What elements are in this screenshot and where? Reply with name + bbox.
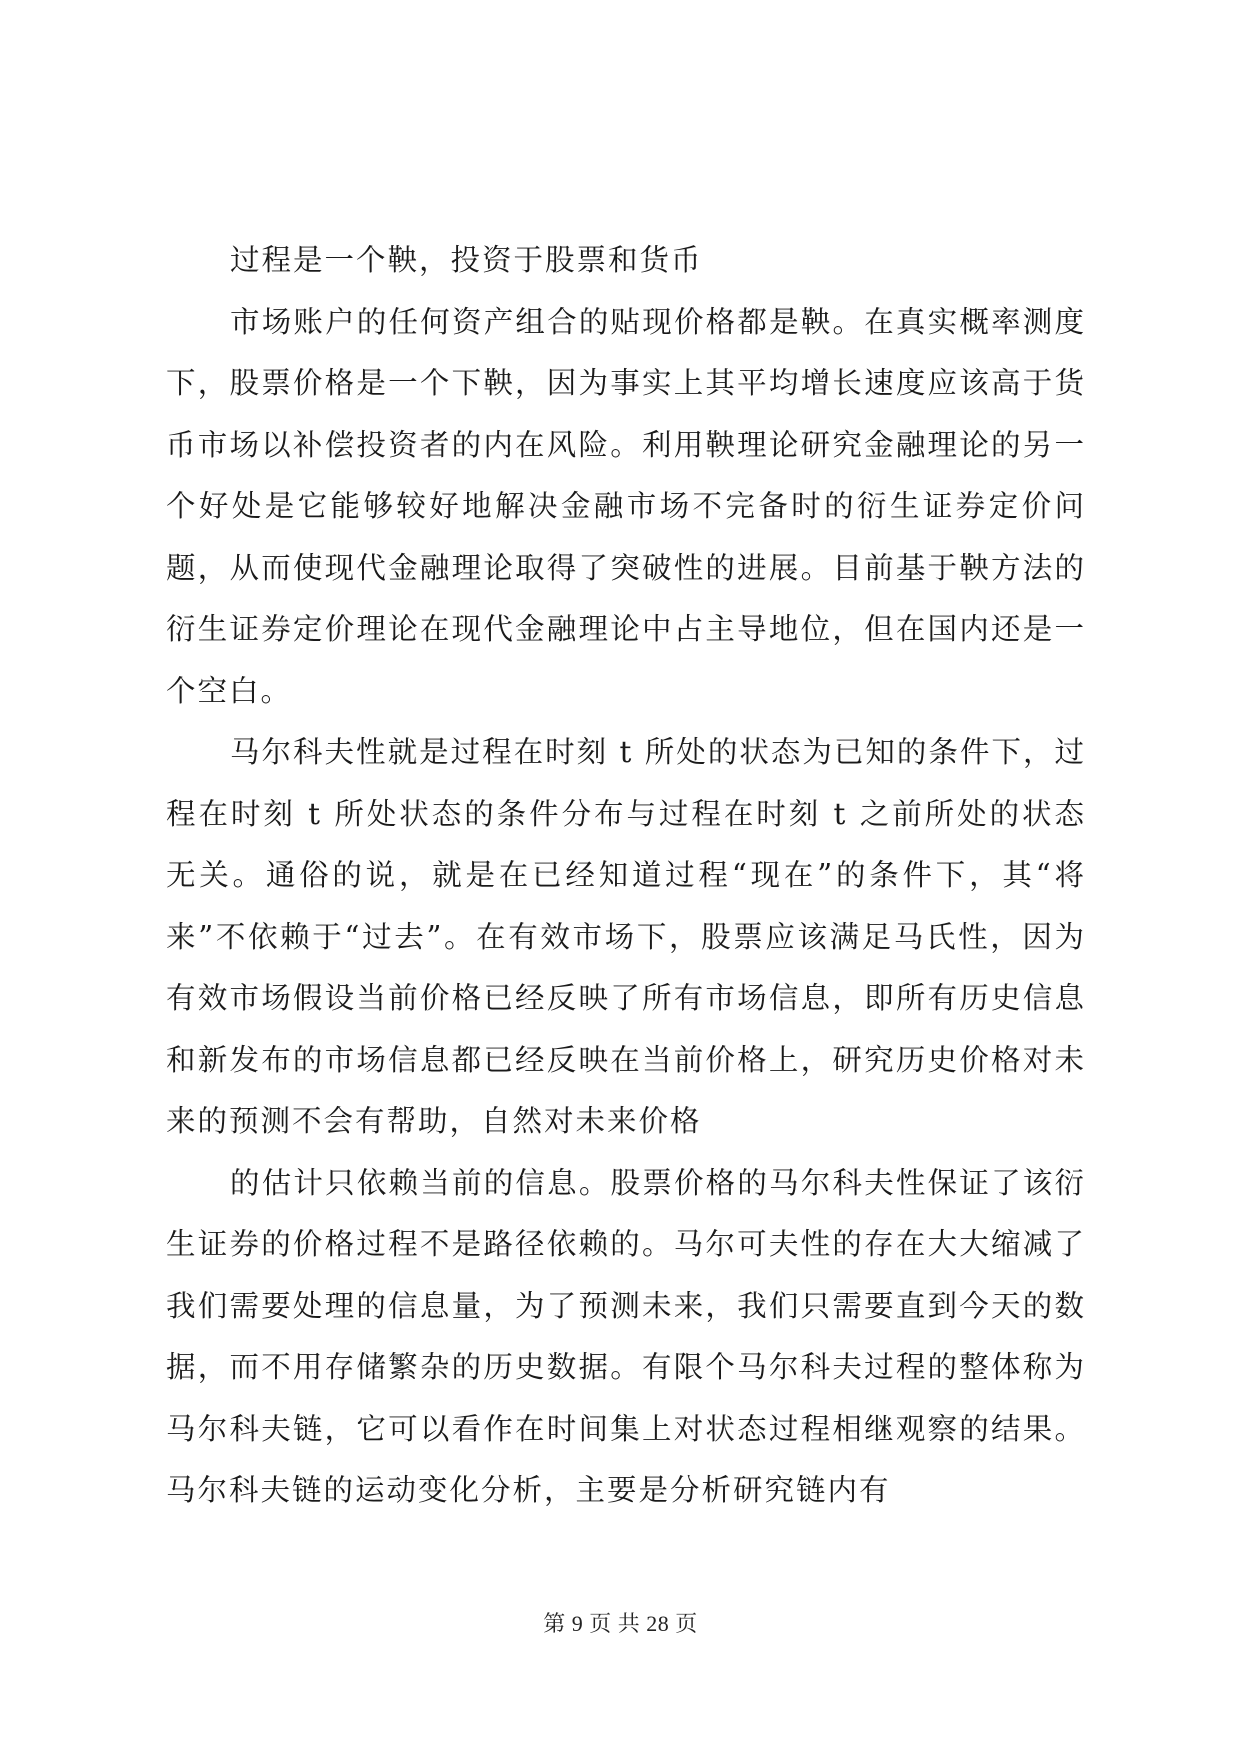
document-body [166, 230, 1086, 1522]
page-number-footer: 第 9 页 共 28 页 [543, 1611, 698, 1636]
paragraph: 的估计只依赖当前的信息。股票价格的马尔科夫性保证了该衍生证券的价格过程不是路径依赖的。马尔可夫性的存在大大缩减了我们需要处理的信息量，为了预测未来，我们只需要直到今天的数据，而不用存储繁杂的历史数据。有限个马尔科夫过程的整体称为马尔科夫链，它可以看作在时间集上对状态过程相继观察的结果。马尔科夫链的运动变化分析，主要是分析研究链内有 [166, 1165, 1086, 1507]
paragraph: 马尔科夫性就是过程在时刻 t 所处的状态为已知的条件下，过程在时刻 t 所处状态的条件分布与过程在时刻 t 之前所处的状态无关。通俗的说，就是在已经知道过程“现在”的条件下，其“将来”不依赖于“过去”。在有效市场下，股票应该满足马氏性，因为有效市场假设当前价格已经反映了所有市场信息，即所有历史信息和新发布的市场信息都已经反映在当前价格上，研究历史价格对未来的预测不会有帮助，自然对未来价格 [166, 735, 1086, 1138]
paragraph: 过程是一个鞅，投资于股票和货币 [230, 243, 703, 277]
paragraph: 市场账户的任何资产组合的贴现价格都是鞅。在真实概率测度下，股票价格是一个下鞅，因为事实上其平均增长速度应该高于货币市场以补偿投资者的内在风险。利用鞅理论研究金融理论的另一个好处是它能够较好地解决金融市场不完备时的衍生证券定价问题，从而使现代金融理论取得了突破性的进展。目前基于鞅方法的衍生证券定价理论在现代金融理论中占主导地位，但在国内还是一个空白。 [166, 304, 1086, 708]
